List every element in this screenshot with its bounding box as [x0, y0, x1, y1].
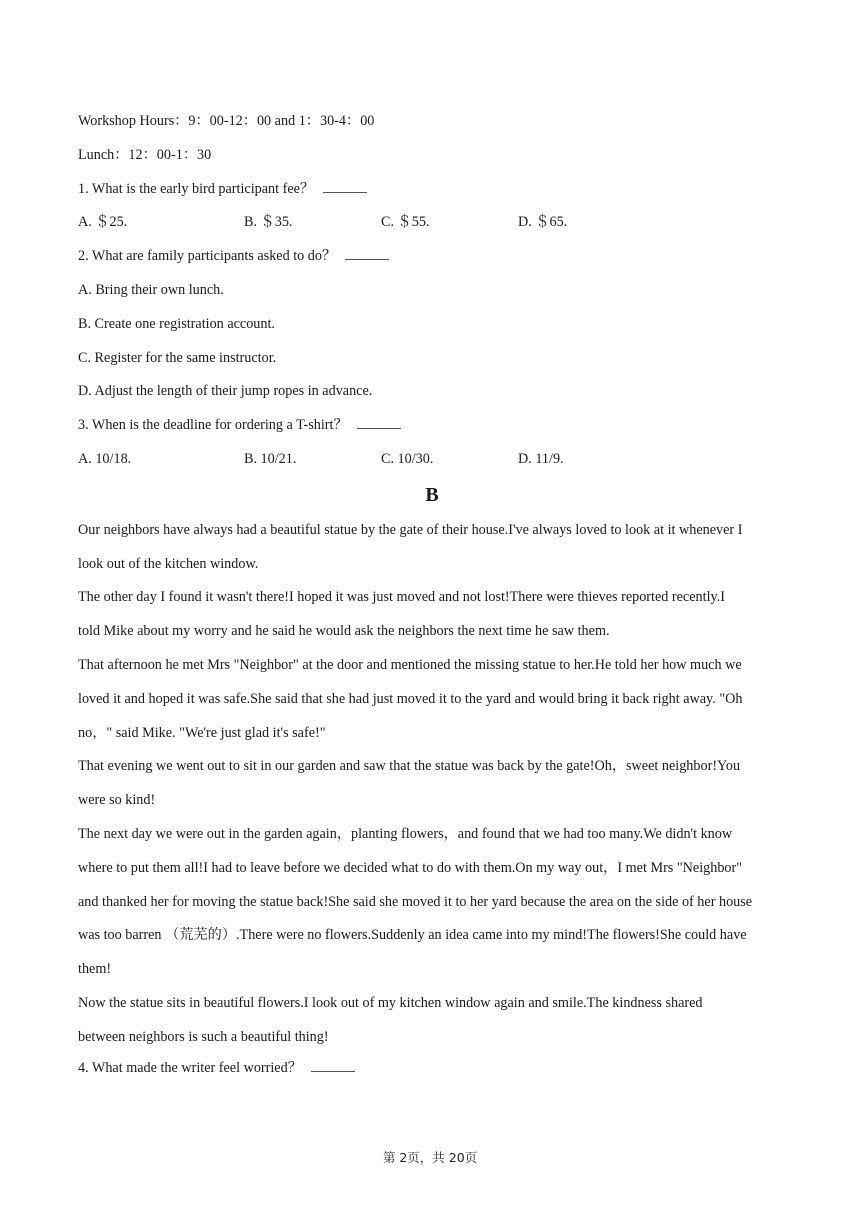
question-2-option-c[interactable]: C. Register for the same instructor.	[78, 349, 277, 366]
workshop-hours: Workshop Hours：9：00-12：00 and 1：30-4：00	[78, 113, 375, 129]
option-c[interactable]: C. 10/30.	[381, 450, 434, 467]
passage-paragraph	[78, 750, 786, 818]
page-content	[78, 108, 786, 1088]
passage-line: and thanked her for moving the statue back!She said she moved it to her yard because the area on the side of her house	[78, 893, 753, 910]
question-2-option-d[interactable]: D. Adjust the length of their jump ropes in advance.	[78, 383, 373, 400]
passage-line: Now the statue sits in beautiful flowers.I look out of my kitchen window again and smile.The kindness shared	[78, 994, 703, 1011]
passage-line: Our neighbors have always had a beautiful statue by the gate of their house.I've always loved to look at it whenever I	[78, 521, 743, 538]
question-2	[78, 243, 786, 277]
passage-paragraph	[78, 514, 786, 582]
option-c[interactable]: C. ＄55.	[381, 214, 430, 231]
answer-blank-3[interactable]	[357, 414, 401, 429]
passage-line: where to put them all!I had to leave before we decided what to do with them.On my way out，I met Mrs "Neighbor"	[78, 859, 743, 876]
question-1	[78, 176, 786, 210]
option-a[interactable]: A. ＄25.	[78, 214, 128, 231]
passage-line: look out of the kitchen window.	[78, 555, 259, 572]
passage-paragraph	[78, 649, 786, 750]
passage-line: told Mike about my worry and he said he would ask the neighbors the next time he saw them.	[78, 623, 610, 640]
lunch-time: Lunch：12：00-1：30	[78, 146, 212, 163]
question-3-stem: 3. When is the deadline for ordering a T-shirt？	[78, 417, 348, 434]
passage-line: between neighbors is such a beautiful thing!	[78, 1028, 329, 1045]
passage-line: were so kind!	[78, 792, 156, 809]
passage-line: That evening we went out to sit in our garden and saw that the statue was back by the gate!Oh，sweet neighbor!You	[78, 758, 741, 775]
option-a[interactable]: A. 10/18.	[78, 450, 132, 467]
question-1-options	[78, 209, 786, 243]
passage-paragraph	[78, 818, 786, 987]
option-b[interactable]: B. 10/21.	[244, 450, 297, 467]
option-b[interactable]: B. ＄35.	[244, 214, 293, 231]
passage-line: The next day we were out in the garden again，planting flowers，and found that we had too many.We didn't know	[78, 825, 733, 842]
passage-line: no，" said Mike. "We're just glad it's safe!"	[78, 724, 326, 741]
question-2-option-b[interactable]: B. Create one registration account.	[78, 315, 275, 332]
page-footer: 第 2页，共 20页	[382, 1150, 478, 1165]
question-3-options	[78, 446, 786, 480]
option-d[interactable]: D. 11/9.	[518, 450, 564, 467]
answer-blank-2[interactable]	[345, 245, 389, 260]
question-2-stem: 2. What are family participants asked to do？	[78, 248, 337, 265]
passage-paragraph	[78, 987, 786, 1055]
answer-blank-1[interactable]	[323, 178, 367, 193]
passage-paragraph	[78, 581, 786, 649]
passage-line: them!	[78, 961, 112, 978]
question-1-stem: 1. What is the early bird participant fee？	[78, 180, 315, 197]
question-4	[78, 1055, 786, 1089]
passage-line: was too barren （荒芜的）.There were no flowers.Suddenly an idea came into my mind!The flowers!She could have	[78, 927, 747, 944]
question-4-stem: 4. What made the writer feel worried？	[78, 1059, 302, 1076]
passage-line: That afternoon he met Mrs "Neighbor" at the door and mentioned the missing statue to her.He told her how much we	[78, 656, 742, 673]
section-heading: B	[425, 483, 439, 506]
question-2-option-a[interactable]: A. Bring their own lunch.	[78, 281, 224, 298]
passage-line: loved it and hoped it was safe.She said that she had just moved it to the yard and would bring it back right away. "Oh	[78, 690, 743, 707]
option-d[interactable]: D. ＄65.	[518, 214, 568, 231]
answer-blank-4[interactable]	[311, 1057, 355, 1072]
question-3	[78, 412, 786, 446]
passage-line: The other day I found it wasn't there!I hoped it was just moved and not lost!There were thieves reported recently.I	[78, 589, 725, 606]
